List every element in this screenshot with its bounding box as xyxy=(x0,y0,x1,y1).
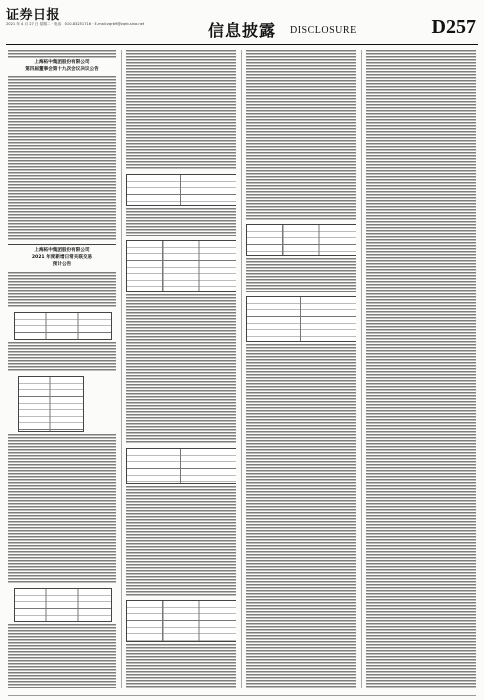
column-divider xyxy=(241,50,242,688)
data-table xyxy=(18,376,84,432)
page-number: D257 xyxy=(431,16,476,38)
column-divider xyxy=(361,50,362,688)
text-block xyxy=(8,50,116,58)
report-company: 上海柘中集团股份有限公司 xyxy=(34,248,90,253)
notice-title: 第四届董事会第十九次会议决议公告 xyxy=(25,67,99,72)
data-table xyxy=(14,588,112,622)
page-footer xyxy=(8,695,476,696)
column-3 xyxy=(246,50,356,688)
data-table xyxy=(246,296,356,342)
data-table xyxy=(14,312,112,340)
section-title-english: DISCLOSURE xyxy=(290,25,357,36)
report-title-line-2: 预计公告 xyxy=(52,262,72,267)
masthead xyxy=(6,0,478,45)
text-block xyxy=(126,208,236,236)
text-block xyxy=(126,486,236,596)
data-table xyxy=(126,600,236,642)
notice-company: 上海柘中集团股份有限公司 xyxy=(34,60,90,65)
text-block xyxy=(246,258,356,292)
data-table xyxy=(126,174,236,206)
column-divider xyxy=(121,50,122,688)
text-block xyxy=(126,50,236,170)
text-block xyxy=(8,342,116,372)
dateline: 2021 年 4 月 27 日 星期二 · 电话：010-83251716 · E-mail:zqrb9@zqrb.sina.net xyxy=(6,22,145,26)
data-table xyxy=(126,240,236,292)
text-block xyxy=(8,76,116,240)
report-title-line-1: 2021 年度新增日常关联交易 xyxy=(31,255,93,260)
data-table xyxy=(246,224,356,256)
text-block xyxy=(126,294,236,444)
section-title: 信息披露 xyxy=(208,21,277,40)
text-block xyxy=(366,50,476,688)
text-block xyxy=(246,344,356,688)
text-block xyxy=(8,272,116,308)
column-4 xyxy=(366,50,476,688)
text-block xyxy=(246,50,356,220)
newspaper-logo: 证券日报 xyxy=(6,8,61,23)
data-table xyxy=(126,448,236,484)
text-block xyxy=(8,434,116,584)
text-block xyxy=(8,624,116,688)
text-block xyxy=(126,644,236,688)
column-2 xyxy=(126,50,236,688)
rule xyxy=(8,244,116,245)
column-1 xyxy=(8,50,116,688)
